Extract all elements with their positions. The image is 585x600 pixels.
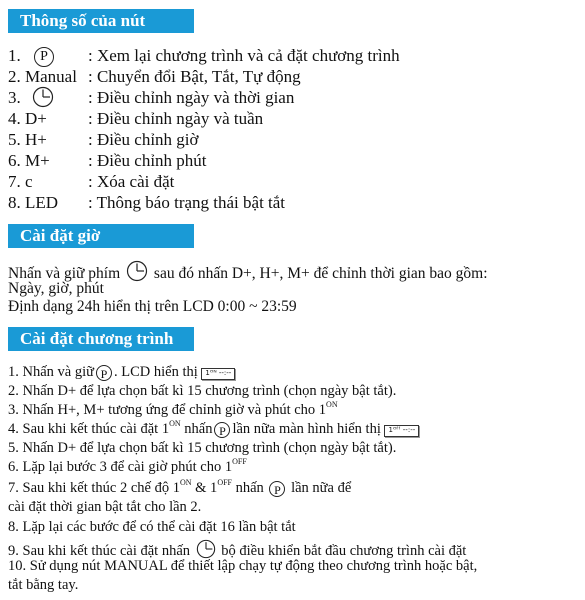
button-row-4 — [8, 109, 263, 129]
time-line-2: Ngày, giờ, phút — [8, 280, 104, 297]
step-text: 1. Nhấn và giữ — [8, 364, 94, 380]
row-desc: : Chuyển đổi Bật, Tắt, Tự động — [88, 67, 301, 86]
row-num: 6. M+ — [8, 151, 50, 170]
row-desc: : Thông báo trạng thái bật tắt — [88, 193, 286, 212]
step-text: 3. Nhấn H+, M+ tương ứng để chỉnh giờ và phút cho 1 — [8, 402, 327, 418]
on-superscript: ON — [179, 478, 192, 487]
row-num: 1. — [8, 46, 21, 65]
row-num: 4. D+ — [8, 109, 47, 128]
row-num: 3. — [8, 88, 21, 107]
step-7 — [8, 480, 351, 497]
step-text: lần nữa màn hình hiển thị — [232, 421, 381, 437]
row-num: 5. H+ — [8, 130, 47, 149]
row-desc: : Điều chỉnh giờ — [88, 130, 199, 149]
row-desc: : Xem lại chương trình và cả đặt chương trình — [88, 46, 400, 65]
time-text: Nhấn và giữ phím — [8, 265, 121, 282]
clock-icon — [196, 539, 216, 559]
step-10: 10. Sử dụng nút MANUAL để thiết lập chạy tự động theo chương trình hoặc bật, — [8, 558, 478, 574]
off-superscript: OFF — [217, 478, 232, 487]
button-row-6 — [8, 151, 207, 171]
row-num: 7. c — [8, 172, 33, 191]
row-desc: : Điều chỉnh ngày và tuần — [88, 109, 264, 128]
p-button-icon: P — [96, 365, 112, 381]
section-header-time: Cài đặt giờ — [8, 224, 194, 248]
row-num: 2. Manual — [8, 67, 77, 86]
step-text: 4. Sau khi kết thúc cài đặt 1 — [8, 421, 170, 437]
time-line-3: Định dạng 24h hiển thị trên LCD 0:00 ~ 23:59 — [8, 298, 297, 315]
button-row-2 — [8, 67, 301, 87]
step-10-cont: tắt bằng tay. — [8, 577, 79, 593]
row-desc: : Điều chỉnh ngày và thời gian — [88, 88, 295, 107]
step-1 — [8, 364, 235, 381]
step-4 — [8, 421, 419, 438]
clock-icon — [126, 260, 148, 282]
on-superscript: ON — [169, 419, 181, 428]
p-button-icon: P — [269, 481, 285, 497]
step-text: & 1 — [195, 480, 218, 496]
step-3 — [8, 402, 338, 419]
step-text: bộ điều khiển bắt đầu chương trình cài đặt — [221, 543, 467, 559]
off-superscript: OFF — [232, 457, 247, 466]
button-row-3 — [8, 88, 294, 108]
step-text: 7. Sau khi kết thúc 2 chế độ 1 — [8, 480, 180, 496]
step-2: 2. Nhấn D+ để lựa chọn bất kì 15 chương trình (chọn ngày bật tắt). — [8, 383, 397, 399]
row-desc: : Điều chỉnh phút — [88, 151, 207, 170]
step-5: 5. Nhấn D+ để lựa chọn bất kì 15 chương trình (chọn ngày bật tắt). — [8, 440, 397, 456]
button-row-8 — [8, 193, 285, 213]
button-row-5 — [8, 130, 199, 150]
step-8: 8. Lặp lại các bước để có thể cài đặt 16 lần bật tắt — [8, 519, 296, 535]
step-text: lần nữa để — [291, 480, 352, 496]
step-7-cont: cài đặt thời gian bật tắt cho lần 2. — [8, 499, 202, 515]
section-header-buttons: Thông số của nút — [8, 9, 194, 33]
p-button-icon: P — [214, 422, 230, 438]
clock-icon — [32, 86, 54, 108]
row-desc: : Xóa cài đặt — [88, 172, 175, 191]
row-num: 8. LED — [8, 193, 59, 212]
time-text: sau đó nhấn D+, H+, M+ để chỉnh thời gian bao gồm: — [153, 265, 488, 282]
step-9 — [8, 539, 466, 560]
lcd-display-icon: 1ᴼᴺ --:-- — [201, 368, 235, 380]
button-row-1 — [8, 46, 400, 66]
step-text: nhấn — [184, 421, 213, 437]
section-header-program: Cài đặt chương trình — [8, 327, 194, 351]
step-text: nhấn — [235, 480, 264, 496]
step-text: . LCD hiển thị — [113, 364, 198, 380]
on-superscript: ON — [326, 400, 338, 409]
step-6 — [8, 459, 247, 476]
p-button-icon: P — [34, 47, 54, 67]
button-row-7 — [8, 172, 174, 192]
step-text: 6. Lặp lại bước 3 để cài giờ phút cho 1 — [8, 459, 233, 475]
lcd-display-icon: 1ᴼᶠᶠ --:-- — [384, 425, 419, 437]
step-text: 9. Sau khi kết thúc cài đặt nhấn — [8, 543, 191, 559]
